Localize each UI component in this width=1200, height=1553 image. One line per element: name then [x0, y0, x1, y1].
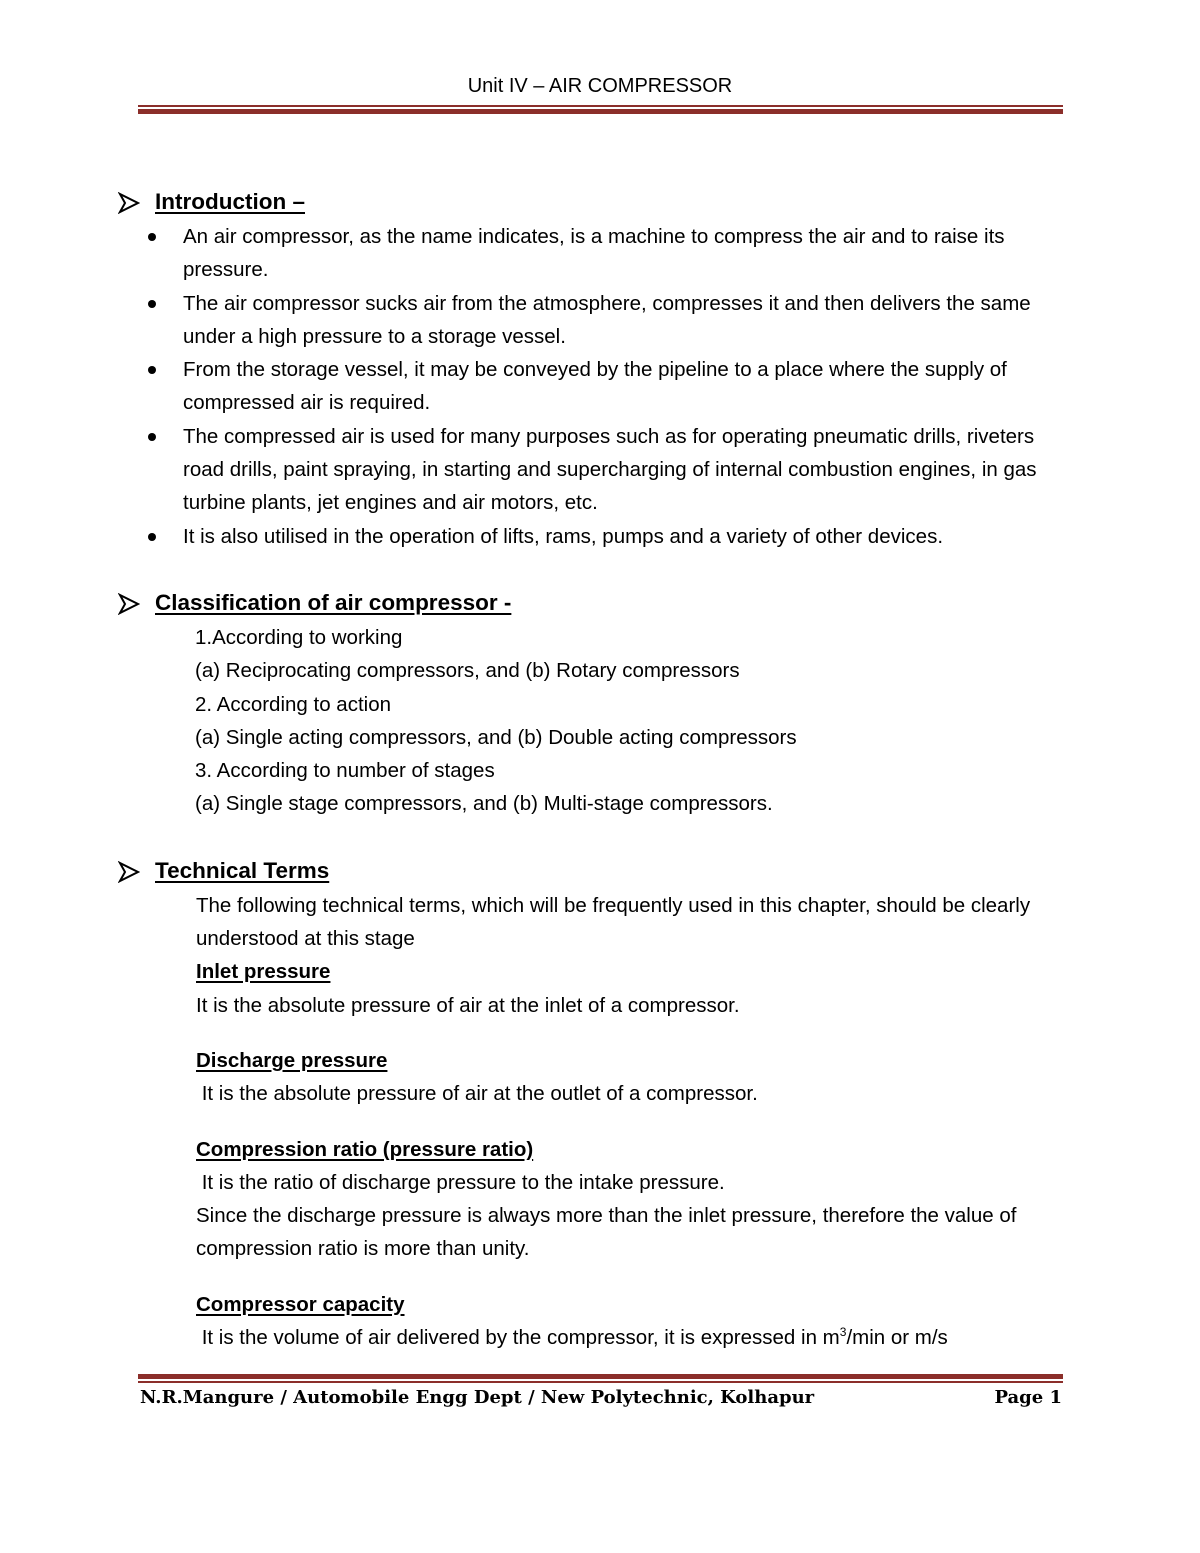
term-text-ratio-2: Since the discharge pressure is always more than the inlet pressure, therefore the value of compression ratio is more than unity.: [196, 1204, 1017, 1261]
technical-intro-text: The following technical terms, which will be frequently used in this chapter, should be clearly understood at this stage: [196, 893, 1031, 951]
term-heading-inlet: Inlet pressure: [196, 960, 331, 984]
classification-line: (a) Single stage compressors, and (b) Multi-stage compressors.: [195, 792, 773, 816]
list-item-text: The compressed air is used for many purposes such as for operating pneumatic drills, riveters road drills, paint spraying, in starting and supercharging of internal combustion engines, in gas turbine plants, jet engines and air motors, etc.: [183, 424, 1037, 515]
bullet-dot-icon: [148, 433, 156, 441]
footer-page-number: Page 1: [994, 1387, 1062, 1408]
term-text-inlet: It is the absolute pressure of air at the inlet of a compressor.: [196, 993, 740, 1017]
arrow-bullet-icon: [118, 593, 140, 615]
bullet-dot-icon: [148, 366, 156, 374]
classification-line: 1.According to working: [195, 625, 403, 649]
arrow-bullet-icon: [118, 861, 140, 883]
capacity-text-after: /min or m/s: [846, 1326, 948, 1350]
list-item-text: The air compressor sucks air from the atmosphere, compresses it and then delivers the same under a high pressure to a storage vessel.: [183, 291, 1031, 348]
term-text-ratio: It is the ratio of discharge pressure to the intake pressure.: [196, 1170, 725, 1194]
bullet-dot-icon: [148, 533, 156, 541]
list-item: [118, 287, 1078, 354]
list-item: [118, 220, 1078, 287]
footer-rule-thick: [138, 1374, 1063, 1379]
list-item: [118, 520, 1078, 553]
bullet-dot-icon: [148, 300, 156, 308]
list-item: [118, 353, 1078, 420]
list-item-text: From the storage vessel, it may be conveyed by the pipeline to a place where the supply of compressed air is required.: [183, 358, 1007, 415]
section-introduction: [118, 184, 1078, 553]
footer-rule-thin: [138, 1381, 1063, 1383]
term-heading-discharge: Discharge pressure: [196, 1048, 388, 1072]
section-heading-text: Introduction –: [155, 189, 305, 214]
classification-list: [118, 621, 1078, 821]
list-item-text: It is also utilised in the operation of lifts, rams, pumps and a variety of other devices.: [183, 524, 944, 548]
term-text-capacity: [196, 1321, 1038, 1354]
footer-author: N.R.Mangure / Automobile Engg Dept / New Polytechnic, Kolhapur: [140, 1387, 815, 1408]
term-heading-ratio: Compression ratio (pressure ratio): [196, 1137, 534, 1161]
classification-line: (a) Reciprocating compressors, and (b) Rotary compressors: [195, 659, 740, 683]
page-footer: [140, 1384, 1062, 1412]
header-rule-thin: [138, 105, 1063, 107]
document-body: [118, 184, 1078, 1354]
list-item-text: An air compressor, as the name indicates, is a machine to compress the air and to raise its pressure.: [183, 225, 1005, 282]
section-heading: [118, 184, 1078, 220]
section-heading: [118, 585, 1078, 621]
section-technical-terms: [118, 853, 1078, 1355]
section-heading-text: Technical Terms: [155, 857, 330, 883]
section-classification: [118, 585, 1078, 821]
intro-bullet-list: [118, 220, 1078, 553]
classification-line: 2. According to action: [195, 692, 392, 716]
section-heading-text: Classification of air compressor -: [155, 589, 512, 615]
capacity-text-before: It is the volume of air delivered by the compressor, it is expressed in m: [196, 1326, 840, 1350]
term-text-discharge: It is the absolute pressure of air at the outlet of a compressor.: [196, 1082, 758, 1106]
capacity-superscript: 3: [839, 1325, 847, 1340]
term-heading-capacity: Compressor capacity: [196, 1292, 405, 1316]
arrow-bullet-icon: [118, 192, 140, 214]
header-rule-thick: [138, 109, 1063, 114]
page-header-title: Unit IV – AIR COMPRESSOR: [467, 75, 733, 97]
classification-line: 3. According to number of stages: [195, 759, 495, 783]
list-item: [118, 420, 1078, 520]
classification-line: (a) Single acting compressors, and (b) Double acting compressors: [195, 725, 797, 749]
bullet-dot-icon: [148, 233, 156, 241]
technical-terms-body: [118, 889, 1078, 1355]
section-heading: [118, 853, 1078, 889]
